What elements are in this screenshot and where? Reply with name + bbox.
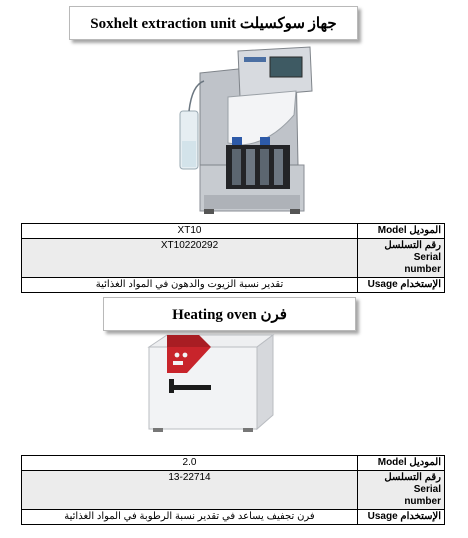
usage-label: الإستخدام Usage: [358, 278, 445, 293]
table-row: [22, 510, 445, 525]
soxhlet-apparatus-image: [178, 45, 314, 215]
table-row: [22, 278, 445, 293]
table-row: [22, 239, 445, 278]
table-row: [22, 471, 445, 510]
table-row: [22, 224, 445, 239]
table-row: [22, 456, 445, 471]
model-label: الموديل Model: [358, 224, 445, 239]
serial-label: [358, 471, 445, 510]
model-label: الموديل Model: [358, 456, 445, 471]
serial-value: 13-22714: [22, 471, 358, 510]
model-value: 2.0: [22, 456, 358, 471]
usage-value: فرن تجفيف يساعد في تقدير نسبة الرطوبة في المواد الغذائية: [22, 510, 358, 525]
serial-label: [358, 239, 445, 278]
serial-label-line2: number: [404, 496, 441, 507]
section-title-soxhlet: [69, 6, 358, 40]
heating-oven-image: [141, 333, 284, 433]
serial-label-line1: رقم التسلسل Serial: [384, 240, 441, 263]
usage-label: الإستخدام Usage: [358, 510, 445, 525]
serial-value: XT10220292: [22, 239, 358, 278]
model-value: XT10: [22, 224, 358, 239]
serial-label-line2: number: [404, 264, 441, 275]
spec-table-soxhlet: [21, 223, 445, 293]
serial-label-line1: رقم التسلسل Serial: [384, 472, 441, 495]
section-title-oven: [103, 297, 356, 331]
usage-value: تقدير نسبة الزيوت والدهون في المواد الغذائية: [22, 278, 358, 293]
spec-table-oven: [21, 455, 445, 525]
section-title-soxhlet-text: Soxhelt extraction unit جهاز سوكسيلت: [90, 15, 337, 32]
section-title-oven-text: Heating oven فرن: [172, 306, 287, 323]
